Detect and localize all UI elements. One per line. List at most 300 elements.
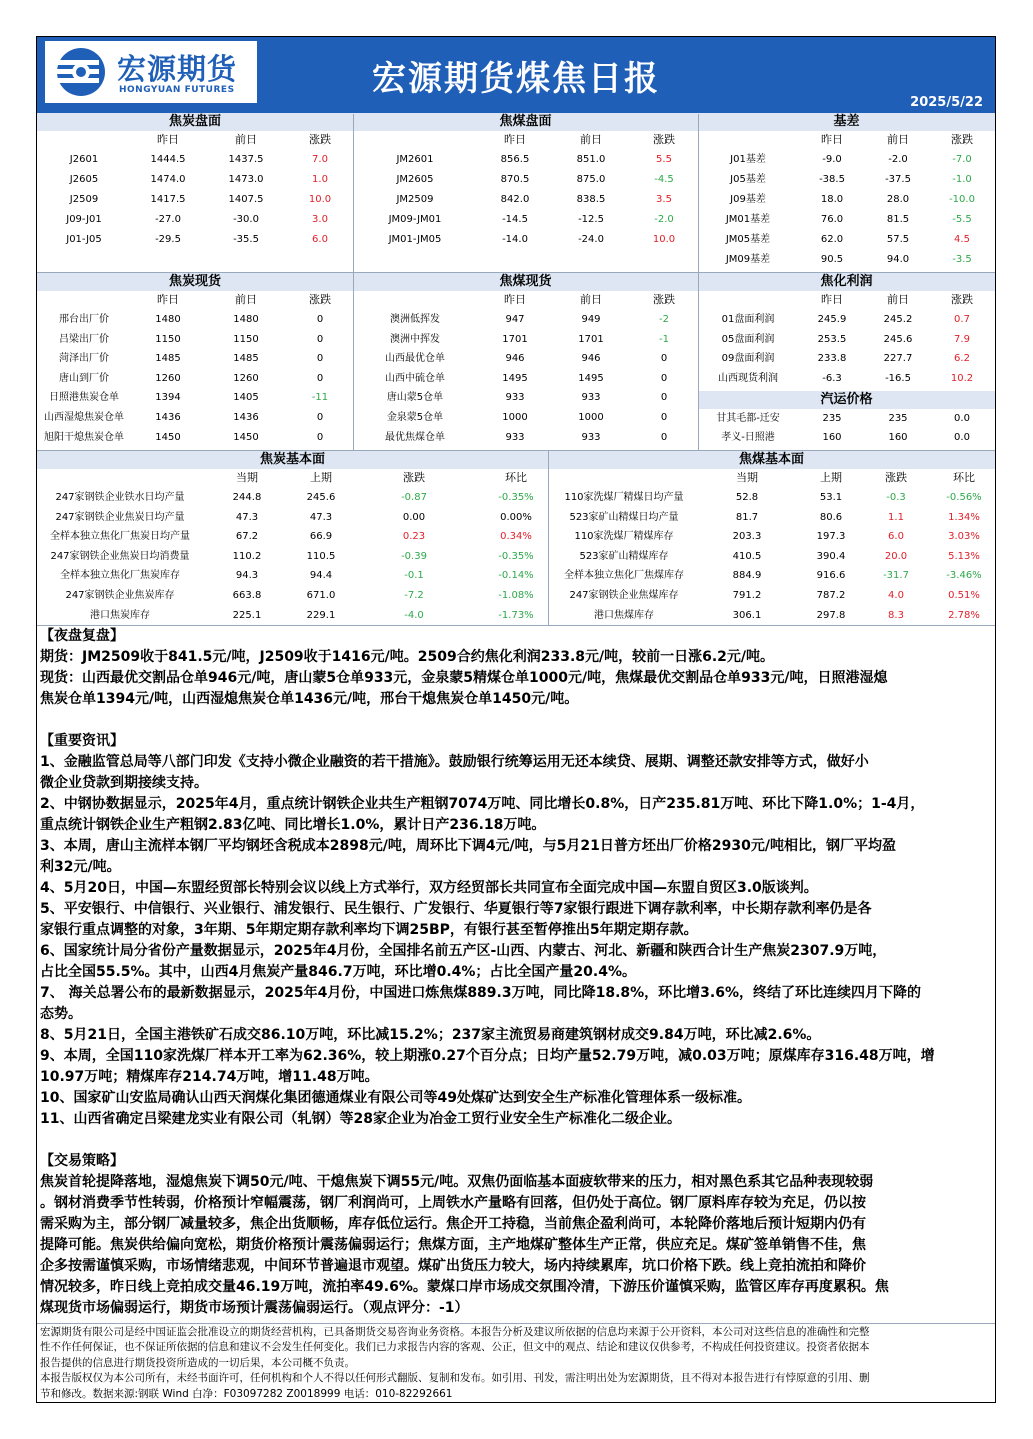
row-label: 唐山蒙5仓单 [386,392,444,404]
cell-value: 94.0 [886,254,910,265]
row-label: 唐山到厂价 [59,372,109,384]
row-label: 金泉蒙5仓单 [386,412,444,423]
coal-spot-title: 焦煤现货 [353,273,698,291]
text-line: 4、5月20日，中国—东盟经贸部长特别会议以线上方式举行，双方经贸部长共同宣布全面完成中国—东盟自贸区3.0版谈判。 [40,880,818,896]
cell-value: 787.2 [816,590,846,601]
row-label: J09-J01 [66,214,102,225]
cell-value: 1474.0 [150,174,186,185]
cell-value: 1444.5 [150,154,186,165]
cell-value: 838.5 [576,194,606,205]
row-label: 523家矿山精煤日均产量 [569,511,679,523]
cell-value: -30.0 [233,214,259,225]
divider-line [353,114,354,272]
column-header-change: 涨跌 [653,293,675,306]
column-header-yesterday: 昨日 [821,293,843,306]
column-header-change: 涨跌 [885,471,907,484]
row-label: 甘其毛都-迁安 [716,413,780,424]
divider-line [698,114,699,272]
cell-value: -16.5 [885,372,911,384]
text-line: 节和修改。数据来源:钢联 Wind 白净：F03097282 Z0018999 电话：010-82292661 [40,1387,453,1400]
cell-value: 671.0 [306,590,336,601]
row-label: 港口焦炭库存 [90,609,150,621]
cell-value: 306.1 [732,609,762,621]
row-label: 日照港焦炭仓单 [49,392,119,404]
column-header-last: 上期 [310,471,332,484]
cell-value: 245.9 [817,314,847,325]
text-line: 10、国家矿山安监局确认山西天润煤化集团德通煤业有限公司等49处煤矿达到安全生产标准化管理体系一级标准。 [40,1090,751,1106]
cell-value: 66.9 [309,531,333,543]
text-line: 报告提供的信息进行期货投资所造成的一切后果，本公司概不负责。 [40,1356,355,1369]
cell-value: -12.5 [578,214,604,225]
cell-value: -3.46% [946,570,982,582]
cell-value: 80.6 [819,511,843,523]
cell-value: 1260 [233,372,259,384]
cell-value: -0.1 [404,570,424,582]
row-label: 01盘面利润 [721,314,775,325]
text-line: 8、5月21日，全国主港铁矿石成交86.10万吨，环比减15.2%；237家主流贸易商建筑钢材成交9.84万吨，环比减2.6%。 [40,1027,821,1043]
cell-value: 1000 [502,412,528,423]
text-line: 宏源期货有限公司是经中国证监会批准设立的期货经营机构，已具备期货交易咨询业务资格。本报告分析及建议所依据的信息均来源于公开资料，本公司对这些信息的准确性和完整 [40,1326,870,1338]
cell-value: 6.2 [954,353,970,365]
disclaimer [40,1325,993,1402]
cell-value: -35.5 [233,234,259,245]
cell-value: -4.0 [404,609,424,621]
row-label: 110家洗煤厂精煤库存 [574,531,674,543]
report-header [37,37,995,115]
cell-value: 94.4 [309,570,333,582]
column-header-change: 涨跌 [653,133,675,146]
cell-value: 0.00 [402,511,426,523]
row-label: JM05基差 [725,234,771,245]
cell-value: 245.2 [883,314,913,325]
strategy-heading: 【交易策略】 [40,1153,124,1169]
divider-line [37,450,995,451]
row-label: 港口焦煤库存 [594,609,654,621]
cell-value: -29.5 [155,234,181,245]
column-header-change: 涨跌 [951,133,973,146]
text-line: 需采购为主，部分钢厂减量较多，焦企出货顺畅，库存低位运行。焦企开工持稳，当前焦企盈利尚可，本轮降价落地后预计短期内仍有 [40,1216,866,1232]
text-line: 2、中钢协数据显示，2025年4月，重点统计钢铁企业共生产粗钢7074万吨、同比增长0.8%，日产235.81万吨、环比下降1.0%；1-4月， [40,796,925,812]
column-header-yesterday: 昨日 [157,133,179,146]
cell-value: 2.78% [948,609,980,621]
cell-value: 1150 [233,333,259,345]
text-line: 3、本周，唐山主流样本钢厂平均钢坯含税成本2898元/吨，周环比下调4元/吨，与5月21日普方坯出厂价格2930元/吨相比，钢厂平均盈 [40,838,896,854]
cell-value: -10.0 [949,194,975,205]
cell-value: 1000 [578,412,604,423]
cell-value: 225.1 [232,609,262,621]
cell-value: -0.56% [946,492,982,503]
row-label: 全样本独立焦化厂焦煤库存 [564,570,684,582]
cell-value: 245.6 [883,333,913,345]
cell-value: 4.5 [954,234,970,245]
cell-value: -24.0 [578,234,604,245]
coke-spot-title: 焦炭现货 [37,273,353,291]
coal-fundamentals-title: 焦煤基本面 [548,451,995,469]
cell-value: -9.0 [822,154,842,165]
row-label: J2509 [69,194,99,205]
row-label: 孝义-日照港 [721,432,775,443]
row-label: 澳洲低挥发 [390,314,440,325]
cell-value: 1485 [233,353,259,365]
column-header-prev: 前日 [580,133,602,146]
text-line: 焦炭首轮提降落地，湿熄焦炭下调50元/吨、干熄焦炭下调55元/吨。双焦仍面临基本面疲软带来的压力，相对黑色系其它品种表现较弱 [40,1174,874,1190]
text-line: 11、山西省确定吕梁建龙实业有限公司（轧钢）等28家企业为冶金工贸行业安全生产标准化二级企业。 [40,1111,681,1127]
cell-value: -1 [659,333,669,345]
row-label: J2605 [69,174,99,185]
cell-value: -7.2 [404,590,424,601]
cell-value: 6.0 [888,531,904,543]
cell-value: 0.23 [402,531,426,543]
cell-value: 245.6 [306,492,336,503]
text-line: 1、金融监管总局等八部门印发《支持小微企业融资的若干措施》。鼓励银行统筹运用无还本续贷、展期、调整还款安排等方式，做好小 [40,754,869,770]
cell-value: 0.51% [948,590,980,601]
night-session-lines [40,647,993,710]
cell-value: -0.87 [401,492,427,503]
cell-value: 62.0 [820,234,844,245]
cell-value: 1450 [155,431,181,443]
row-label: JM2605 [396,174,434,185]
text-line: 6、国家统计局分省份产量数据显示，2025年4月份，全国排名前五产区-山西、内蒙古、河北、新疆和陕西合计生产焦炭2307.9万吨， [40,943,887,959]
cell-value: -7.0 [952,154,972,165]
cell-value: 76.0 [820,214,844,225]
text-line: 煤现货市场偏弱运行，期货市场预计震荡偏弱运行。（观点评分：-1） [40,1300,469,1316]
cell-value: 52.8 [735,492,759,503]
row-label: 全样本独立焦化厂焦炭日均产量 [50,531,190,543]
cell-value: 10.0 [308,194,332,205]
cell-value: 0 [316,372,324,384]
cell-value: 5.13% [948,550,980,562]
cell-value: 1394 [155,392,181,404]
cell-value: 28.0 [886,194,910,205]
row-label: 05盘面利润 [721,333,775,345]
cell-value: 1495 [578,372,604,384]
cell-value: 4.0 [888,590,904,601]
cell-value: 1480 [155,314,181,325]
cell-value: 390.4 [816,550,846,562]
divider-line [37,1323,995,1324]
text-line: 焦炭仓单1394元/吨，山西湿熄焦炭仓单1436元/吨，邢台干熄焦炭仓单1450元/吨。 [40,691,579,707]
cell-value: 1485 [155,353,181,365]
text-line: 占比全国55.5%。其中，山西4月焦炭产量846.7万吨，环比增0.4%；占比全国产量20.4%。 [40,964,636,980]
column-header-yesterday: 昨日 [504,293,526,306]
row-label: 09盘面利润 [721,353,775,365]
cell-value: 235 [888,413,908,424]
row-label: JM2509 [396,194,434,205]
row-label: 247家钢铁企业焦煤库存 [569,590,679,601]
logo-english-name: HONGYUAN FUTURES [119,85,235,95]
cell-value: 1260 [155,372,181,384]
cell-value: 875.0 [576,174,606,185]
cell-value: -1.08% [498,590,534,601]
cell-value: 0 [316,333,324,345]
row-label: 邢台出厂价 [59,314,109,325]
cell-value: 110.2 [232,550,262,562]
logo-chinese-name: 宏源期货 [117,52,238,86]
cell-value: 1407.5 [228,194,264,205]
text-line: 期货：JM2509收于841.5元/吨，J2509收于1416元/吨。2509合约焦化利润233.8元/吨，较前一日涨6.2元/吨。 [40,649,775,665]
column-header-change: 涨跌 [951,293,973,306]
cell-value: 1417.5 [150,194,186,205]
text-line: 情况较多，昨日线上竞拍成交量46.19万吨，流拍率49.6%。蒙煤口岸市场成交氛围冷清，下游压价谨慎采购，监管区库存再度累积。焦 [40,1279,889,1295]
cell-value: -38.5 [819,174,845,185]
cell-value: 0 [660,372,668,384]
row-label: 旭阳干熄焦炭仓单 [44,431,124,443]
cell-value: 410.5 [732,550,762,562]
column-header-prev: 前日 [235,133,257,146]
row-label: J09基差 [730,194,766,205]
cell-value: 67.2 [235,531,259,543]
cell-value: 20.0 [884,550,908,562]
row-label: 山西中硫仓单 [385,372,445,384]
cell-value: 297.8 [816,609,846,621]
cell-value: 110.5 [306,550,336,562]
cell-value: 0.7 [954,314,970,325]
cell-value: 1150 [155,333,181,345]
cell-value: 0.0 [954,413,970,424]
cell-value: -0.35% [498,550,534,562]
cell-value: 229.1 [306,609,336,621]
cell-value: 7.0 [312,154,328,165]
cell-value: 10.0 [652,234,676,245]
cell-value: 227.7 [883,353,913,365]
row-label: 523家矿山精煤库存 [579,550,669,562]
cell-value: 7.9 [954,333,970,345]
cell-value: 5.5 [656,154,672,165]
text-line: 9、本周，全国110家洗煤厂样本开工率为62.36%，较上期涨0.27个百分点；日均产量52.79万吨，减0.03万吨；原煤库存316.48万吨，增 [40,1048,935,1064]
column-header-prev: 前日 [580,293,602,306]
cell-value: -3.5 [952,254,972,265]
cell-value: 1495 [502,372,528,384]
column-header-prev: 前日 [887,293,909,306]
row-label: 山西现货利润 [718,372,778,384]
row-label: 山西湿熄焦炭仓单 [44,412,124,423]
cell-value: 233.8 [817,353,847,365]
cell-value: 933 [581,392,601,404]
news-lines [40,752,993,1130]
cell-value: 0 [660,412,668,423]
cell-value: 0 [316,314,324,325]
column-header-prev: 前日 [887,133,909,146]
row-label: 澳洲中挥发 [390,333,440,345]
column-header-yesterday: 昨日 [504,133,526,146]
divider-line [548,451,549,625]
column-header-change: 涨跌 [309,293,331,306]
cell-value: 6.0 [312,234,328,245]
divider-line [353,273,354,451]
coal-futures-title: 焦煤盘面 [353,113,698,131]
cell-value: 933 [505,431,525,443]
cell-value: -0.3 [886,492,906,503]
cell-value: 197.3 [816,531,846,543]
cell-value: 94.3 [235,570,259,582]
column-header-change: 涨跌 [309,133,331,146]
cell-value: 0.00% [500,511,532,523]
cell-value: 946 [505,353,525,365]
row-label: JM09基差 [725,254,771,265]
text-line: 重点统计钢铁企业生产粗钢2.83亿吨、同比增长1.0%，累计日产236.18万吨。 [40,817,546,833]
cell-value: 851.0 [576,154,606,165]
text-line: 10.97万吨；精煤库存214.74万吨，增11.48万吨。 [40,1069,379,1085]
text-line: 家银行重点调整的对象，3年期、5年期定期存款利率均下调25BP，有银行甚至暂停推出5年期定期存款。 [40,922,698,938]
text-line: 企多按需谨慎采购，市场情绪悲观，中间环节普遍退市观望。煤矿出货压力较大，场内持续累库，坑口价格下跌。线上竞拍流拍和降价 [40,1258,866,1274]
column-header-last: 上期 [820,471,842,484]
row-label: J01基差 [730,154,766,165]
row-label: JM09-JM01 [388,214,442,225]
cell-value: 3.5 [656,194,672,205]
coke-fundamentals-title: 焦炭基本面 [37,451,548,469]
row-label: 247家钢铁企业焦炭日均消费量 [50,550,190,562]
basis-title: 基差 [698,113,995,131]
text-line: 提降可能。焦炭供给偏向宽松，期货价格预计震荡偏弱运行；焦煤方面，主产地煤矿整体生产正常，供应充足。煤矿签单销售不佳，焦 [40,1237,866,1253]
row-label: J05基差 [730,174,766,185]
cell-value: 1473.0 [228,174,264,185]
divider-line [698,273,699,451]
row-label: JM01基差 [725,214,771,225]
column-header-change: 涨跌 [403,471,425,484]
row-label: 菏泽出厂价 [59,353,109,365]
cell-value: -37.5 [885,174,911,185]
cell-value: 53.1 [819,492,843,503]
cell-value: -14.0 [502,234,528,245]
cell-value: 842.0 [500,194,530,205]
text-line: 7、 海关总署公布的最新数据显示，2025年4月份，中国进口炼焦煤889.3万吨，同比降18.8%，环比增3.6%，终结了环比连续四月下降的 [40,985,921,1001]
row-label: 110家洗煤厂精煤日均产量 [564,492,684,503]
cell-value: 1701 [502,333,528,345]
cell-value: 90.5 [820,254,844,265]
cell-value: -0.35% [498,492,534,503]
row-label: 247家钢铁企业焦炭库存 [65,590,175,601]
cell-value: -31.7 [883,570,909,582]
column-header-current: 当期 [236,471,258,484]
column-header-current: 当期 [736,471,758,484]
cell-value: 1480 [233,314,259,325]
row-label: J01-J05 [66,234,102,245]
row-label: J2601 [69,154,99,165]
cell-value: 933 [505,392,525,404]
cell-value: 203.3 [732,531,762,543]
cell-value: -2 [659,314,669,325]
report-title: 宏源期货煤焦日报 [372,59,660,99]
strategy-lines [40,1172,993,1319]
cell-value: -1.0 [952,174,972,185]
text-line: 态势。 [40,1006,82,1022]
night-session-heading: 【夜盘复盘】 [40,628,124,644]
text-line: 本报告版权仅为本公司所有，未经书面许可，任何机构和个人不得以任何形式翻版、复制和发布。如引用、刊发，需注明出处为宏源期货，且不得对本报告进行有悖原意的引用、删 [40,1372,870,1385]
report-body [40,626,993,1319]
text-line: 。钢材消费季节性转弱，价格预计窄幅震荡，钢厂利润尚可，上周铁水产量略有回落，但仍处于高位。钢厂原料库存较为充足，仍以按 [40,1195,866,1211]
cell-value: 0 [316,353,324,365]
text-line: 性不作任何保证，也不保证所依据的信息和建议不会发生任何变化。我们已力求报告内容的客观、公正，但文中的观点、结论和建议仅供参考，不构成任何投资建议。投资者依据本 [40,1341,870,1354]
cell-value: 1701 [578,333,604,345]
cell-value: 791.2 [732,590,762,601]
cell-value: 1.34% [948,511,980,523]
column-header-prev: 前日 [235,293,257,306]
cell-value: 0 [316,431,324,443]
cell-value: 0 [660,392,668,404]
cell-value: 1.1 [888,511,904,523]
cell-value: 884.9 [732,570,762,582]
cell-value: 160 [822,432,842,443]
cell-value: 0 [660,353,668,365]
column-header-yesterday: 昨日 [821,133,843,146]
cell-value: 8.3 [888,609,904,621]
cell-value: 18.0 [820,194,844,205]
cell-value: 1.0 [312,174,328,185]
row-label: 山西最优仓单 [385,353,445,365]
cell-value: 81.5 [886,214,910,225]
row-label: 最优焦煤仓单 [385,431,445,443]
cell-value: 81.7 [735,511,759,523]
cell-value: 946 [581,353,601,365]
column-header-mom: 环比 [953,471,975,484]
cell-value: 0 [660,431,668,443]
cell-value: 160 [888,432,908,443]
row-label: JM01-JM05 [388,234,442,245]
coking-profit-title: 焦化利润 [698,273,995,291]
cell-value: 933 [581,431,601,443]
cell-value: -2.0 [654,214,674,225]
cell-value: -2.0 [888,154,908,165]
cell-value: 47.3 [309,511,333,523]
cell-value: 0 [316,412,324,423]
text-line: 现货：山西最优交割品仓单946元/吨，唐山蒙5仓单933元，金泉蒙5精煤仓单1000元/吨，焦煤最优交割品仓单933元/吨，日照港湿熄 [40,670,888,686]
cell-value: -27.0 [155,214,181,225]
news-heading: 【重要资讯】 [40,733,124,749]
cell-value: 253.5 [817,333,847,345]
cell-value: 1436 [155,412,181,423]
cell-value: -6.3 [822,372,842,384]
cell-value: 0.34% [500,531,532,543]
row-label: 吕梁出厂价 [59,333,109,345]
cell-value: 47.3 [235,511,259,523]
cell-value: 244.8 [232,492,262,503]
cell-value: 870.5 [500,174,530,185]
cell-value: 235 [822,413,842,424]
cell-value: 663.8 [232,590,262,601]
cell-value: -5.5 [952,214,972,225]
cell-value: 947 [505,314,525,325]
cell-value: 1450 [233,431,259,443]
text-line: 5、平安银行、中信银行、兴业银行、浦发银行、民生银行、广发银行、华夏银行等7家银行跟进下调存款利率，中长期存款利率仍是各 [40,901,872,917]
cell-value: 949 [581,314,601,325]
cell-value: 0.0 [954,432,970,443]
cell-value: -0.39 [401,550,427,562]
freight-title: 汽运价格 [698,391,995,409]
cell-value: 916.6 [816,570,846,582]
cell-value: 1437.5 [228,154,264,165]
cell-value: -14.5 [502,214,528,225]
cell-value: 1405 [233,392,259,404]
text-line: 微企业贷款到期接续支持。 [40,775,208,791]
row-label: 全样本独立焦化厂焦炭库存 [60,570,180,582]
row-label: 247家钢铁企业焦炭日均产量 [55,511,185,523]
column-header-yesterday: 昨日 [157,293,179,306]
cell-value: 10.2 [950,372,974,384]
cell-value: 3.03% [948,531,980,543]
coke-futures-title: 焦炭盘面 [37,113,353,131]
cell-value: -4.5 [654,174,674,185]
cell-value: -0.14% [498,570,534,582]
cell-value: 1436 [233,412,259,423]
column-header-mom: 环比 [505,471,527,484]
divider-line [37,272,995,273]
report-date: 2025/5/22 [910,95,983,110]
cell-value: 856.5 [500,154,530,165]
cell-value: -1.73% [498,609,534,621]
cell-value: -11 [311,392,329,404]
text-line: 利32元/吨。 [40,859,121,875]
row-label: JM2601 [396,154,434,165]
